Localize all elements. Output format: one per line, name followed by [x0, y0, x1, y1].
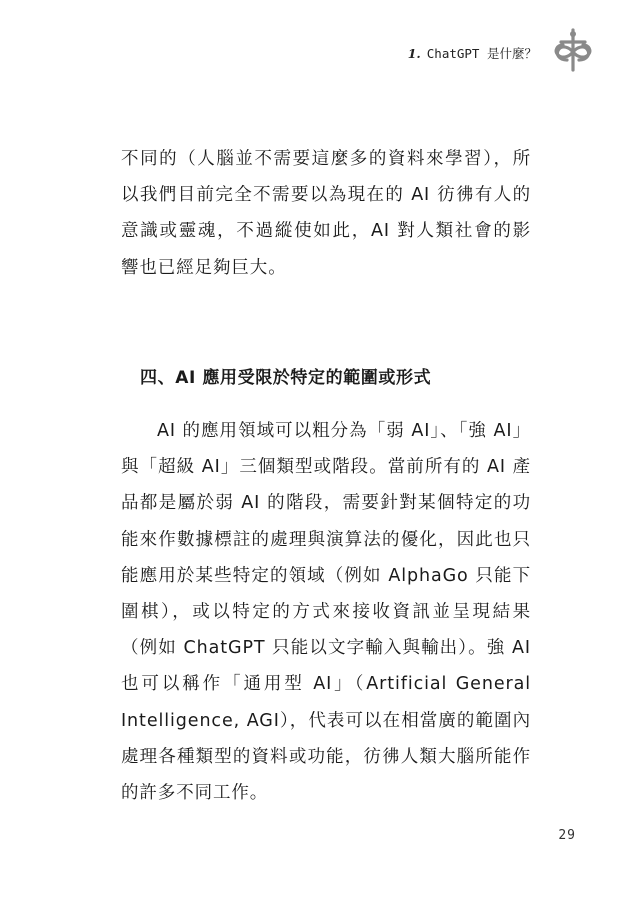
running-header	[408, 44, 537, 62]
section-heading: 四、AI 應用受限於特定的範圍或形式	[140, 368, 432, 388]
chapter-number: 1.	[407, 46, 421, 61]
fleur-cross-icon	[545, 26, 601, 74]
page-number: 29	[558, 828, 576, 843]
chapter-title: ChatGPT 是什麼？	[426, 46, 537, 61]
body-paragraph: 不同的（人腦並不需要這麼多的資料來學習），所以我們目前完全不需要以為現在的 AI 彷彿有人的意識或靈魂，不過縱使如此，AI 對人類社會的影響也已經足夠巨大。	[121, 149, 531, 278]
body-paragraph: AI 的應用領域可以粗分為「弱 AI」、「強 AI」與「超級 AI」三個類型或階段。當前所有的 AI 產品都是屬於弱 AI 的階段，需要針對某個特定的功能來作數據標註的處理與演算法的優化，因此也只能應用於某些特定的領域（例如 AlphaGo 只能下圍棋），或以特定的方式來接收資訊並呈現結果（例如 ChatGPT 只能以文字輸入與輸出）。強 AI 也可以稱作「通用型 AI」（Artificial General Intelligence, AGI），代表可以在相當廣的範圍內處理各種類型的資料或功能，彷彿人類大腦所能作的許多不同工作。	[121, 421, 531, 804]
